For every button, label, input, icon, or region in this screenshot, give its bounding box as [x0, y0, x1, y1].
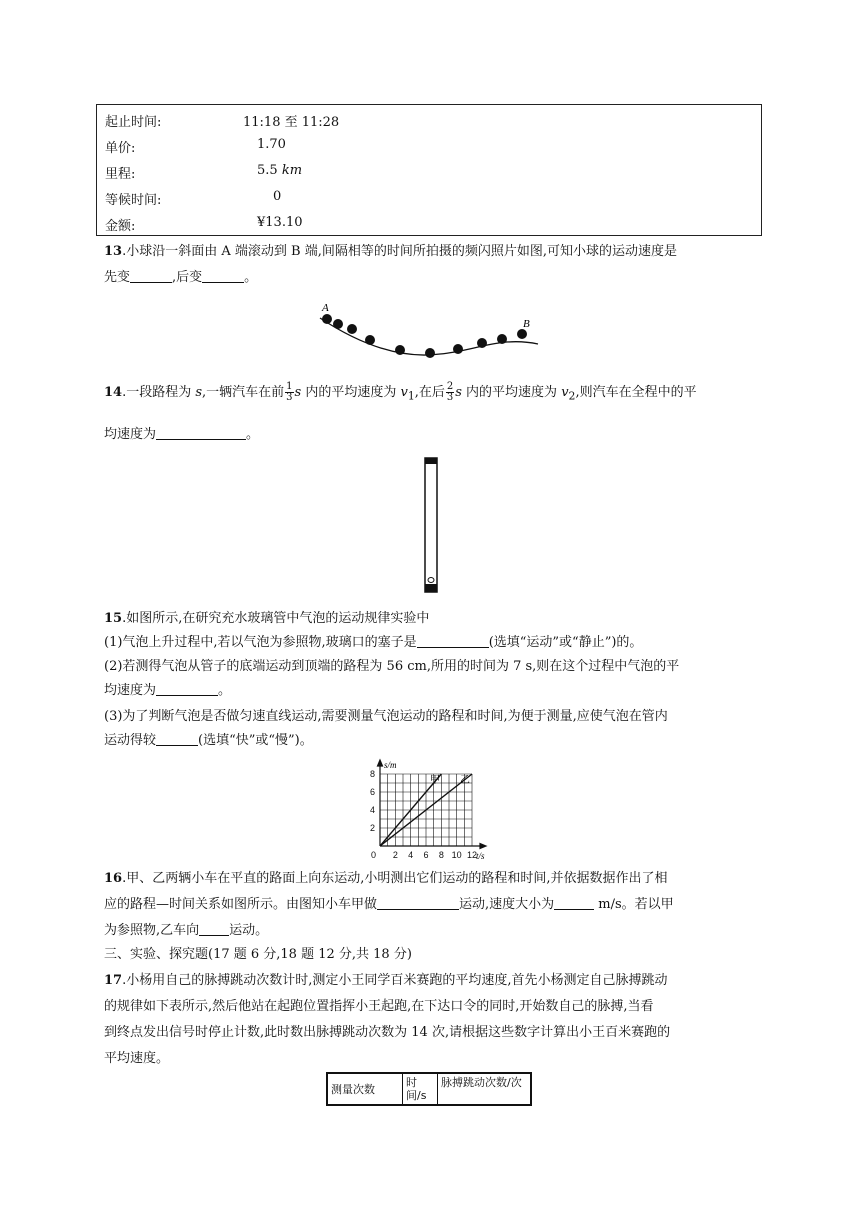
- pulse-table: [326, 1072, 532, 1106]
- q15-part3-line1: (3)为了判断气泡是否做匀速直线运动,需要测量气泡运动的路程和时间,为便于测量,应使气泡在管内: [104, 709, 668, 724]
- q14-line2: 均速度为 。: [104, 427, 260, 442]
- y-tick-label: 2: [370, 823, 376, 833]
- x-tick-label: 2: [392, 850, 398, 860]
- receipt-value-price: 1.70: [257, 137, 286, 152]
- q14-blank[interactable]: [156, 425, 246, 440]
- q15-blank-1[interactable]: [417, 633, 489, 648]
- y-tick-label: 4: [370, 805, 376, 815]
- section-3-title: 三、实验、探究题(17 题 6 分,18 题 12 分,共 18 分): [104, 947, 412, 962]
- q15-part2-line2: 均速度为 。: [104, 683, 232, 698]
- header-pulse: 脉搏跳动次数/次: [438, 1073, 532, 1105]
- x-axis-label: t/s: [476, 851, 485, 861]
- q15-intro: 15.如图所示,在研究充水玻璃管中气泡的运动规律实验中: [104, 611, 430, 626]
- q16-line1: 16.甲、乙两辆小车在平直的路面上向东运动,小明测出它们运动的路程和时间,并依据数据作出了相: [104, 871, 668, 886]
- series-label-yi: 乙: [460, 775, 470, 786]
- q17-line4: 平均速度。: [104, 1051, 170, 1066]
- balls: [322, 314, 527, 358]
- x-tick-label: 10: [451, 850, 462, 860]
- q13-line2: 先变 ,后变 。: [104, 270, 258, 285]
- receipt-label-distance: 里程:: [105, 167, 136, 182]
- q16-line3: 为参照物,乙车向 运动。: [104, 923, 269, 938]
- q15-part3-line2: 运动得较 (选填“快”或“慢”)。: [104, 733, 313, 748]
- q14-line1: 14.一段路程为 s,一辆汽车在前 $\frac{1}{3}$ s 内的平均速度为 $v_1$,在后 $\frac{2}{3}$ s 内的平均速度为 $v_2$,则汽车在全程中的平: [104, 381, 697, 403]
- x-tick-label: 12: [467, 850, 478, 860]
- q15-part2-line1: (2)若测得气泡从管子的底端运动到顶端的路程为 56 cm,所用的时间为 7 s,则在这个过程中气泡的平: [104, 659, 680, 674]
- pulse-table-wrapper: [326, 1072, 532, 1106]
- q15-part1: (1)气泡上升过程中,若以气泡为参照物,玻璃口的塞子是 (选填“运动”或“静止”)的。: [104, 635, 643, 650]
- series-label-jia: 甲: [430, 775, 440, 786]
- q17-line2: 的规律如下表所示,然后他站在起跑位置指挥小王起跑,在下达口令的同时,开始数自己的脉搏,当看: [104, 999, 654, 1014]
- label-a: A: [322, 302, 329, 314]
- q16-blank-2[interactable]: [554, 895, 594, 910]
- q13-line1: 13.小球沿一斜面由 A 端滚动到 B 端,间隔相等的时间所拍摄的频闪照片如图,可知小球的运动速度是: [104, 244, 677, 259]
- receipt-value-wait: 0: [273, 189, 282, 204]
- q15-blank-2[interactable]: [156, 681, 218, 696]
- receipt-value-time: 11:18 至 11:28: [243, 115, 340, 130]
- q17-line3: 到终点发出信号时停止计数,此时数出脉搏跳动次数为 14 次,请根据这些数字计算出小王百米赛跑的: [104, 1025, 671, 1040]
- receipt-label-price: 单价:: [105, 141, 136, 156]
- x-tick-label: 6: [423, 850, 429, 860]
- receipt-label-wait: 等候时间:: [105, 193, 162, 208]
- q16-line2: 应的路程—时间关系如图所示。由图知小车甲做 运动,速度大小为 m/s。若以甲: [104, 897, 674, 912]
- q16-blank-1[interactable]: [377, 895, 459, 910]
- q13-blank-2[interactable]: [202, 268, 244, 283]
- table-header-row: [327, 1073, 531, 1105]
- glass-tube-figure: [420, 456, 442, 596]
- receipt-label-time: 起止时间:: [105, 115, 162, 130]
- q16-blank-3[interactable]: [199, 921, 229, 936]
- label-b: B: [523, 318, 530, 330]
- x-tick-label: 8: [438, 850, 444, 860]
- q13-blank-1[interactable]: [130, 268, 172, 283]
- header-time: 时间/s: [403, 1073, 438, 1105]
- y-tick-label: 6: [370, 787, 376, 797]
- taxi-receipt: [96, 104, 762, 236]
- header-count: 测量次数: [327, 1073, 403, 1105]
- ball-slope-figure: [310, 296, 550, 366]
- x-tick-label: 0: [371, 850, 377, 860]
- q15-blank-3[interactable]: [156, 731, 198, 746]
- receipt-value-distance: 5.5 km: [257, 163, 303, 178]
- st-graph: [362, 758, 502, 862]
- x-tick-label: 4: [408, 850, 414, 860]
- q17-line1: 17.小杨用自己的脉搏跳动次数计时,测定小王同学百米赛跑的平均速度,首先小杨测定自己脉搏跳动: [104, 973, 668, 988]
- receipt-value-amount: ¥13.10: [257, 215, 303, 230]
- receipt-label-amount: 金额:: [105, 219, 136, 234]
- y-tick-label: 8: [370, 769, 376, 779]
- y-axis-label: s/m: [384, 760, 397, 770]
